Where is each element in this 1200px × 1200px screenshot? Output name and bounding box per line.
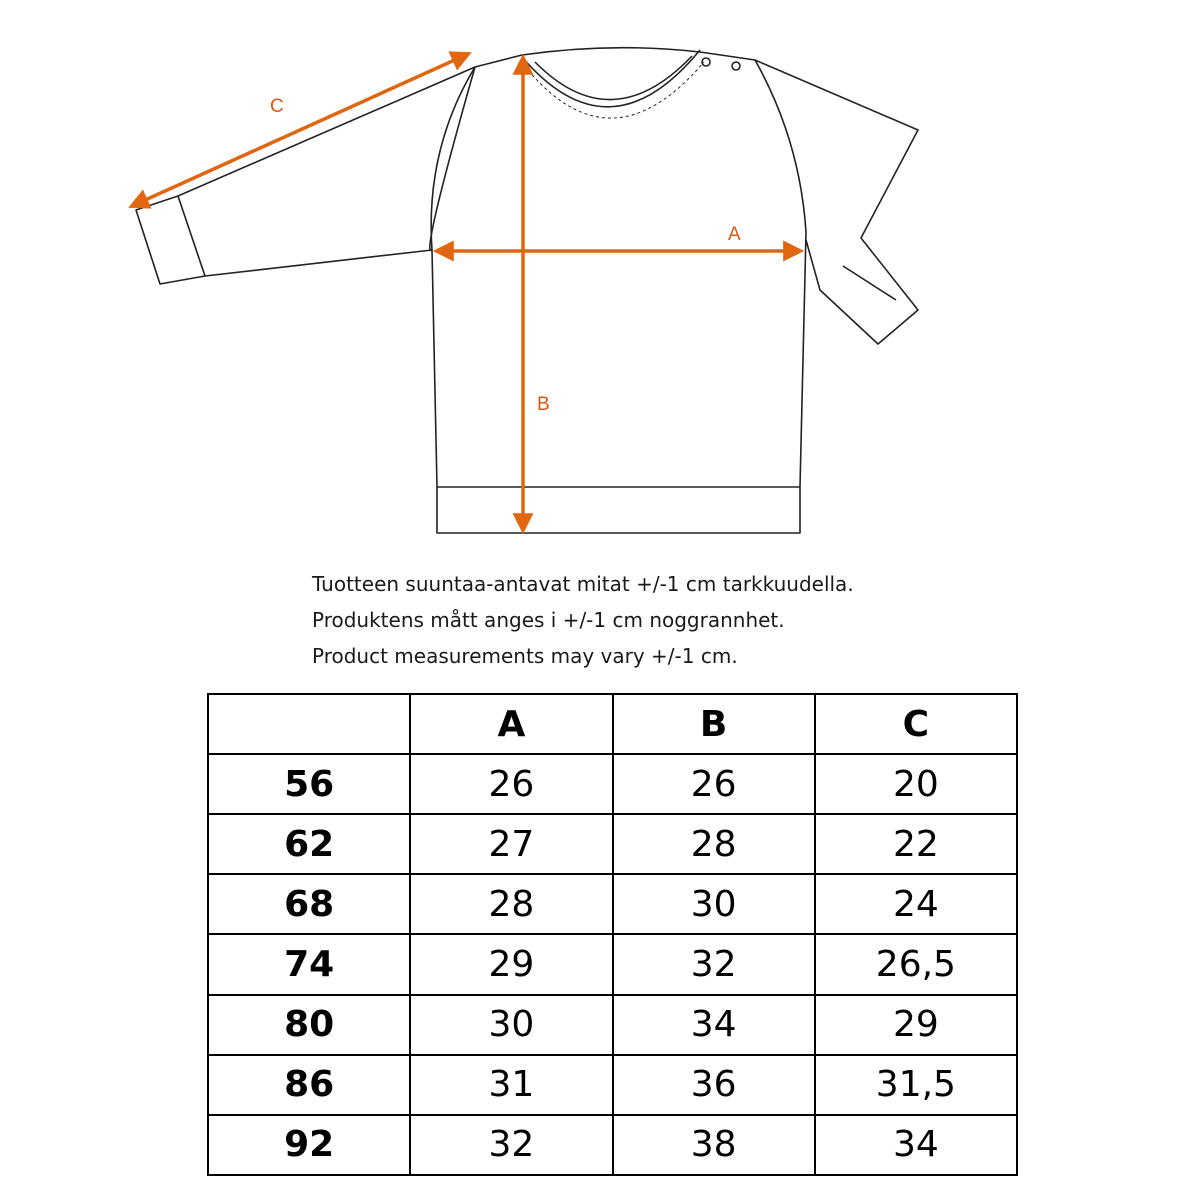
table-row	[208, 1115, 1017, 1175]
value-c-cell: 34	[815, 1115, 1017, 1175]
value-b-cell: 36	[613, 1055, 815, 1115]
table-header-row	[208, 694, 1017, 754]
value-c-cell: 20	[815, 754, 1017, 814]
value-a-cell: 29	[410, 934, 612, 994]
value-a-cell: 31	[410, 1055, 612, 1115]
header-a: A	[410, 694, 612, 754]
size-cell: 74	[208, 934, 410, 994]
dimension-c-label: C	[270, 96, 284, 117]
left-sleeve	[136, 67, 475, 284]
size-cell: 62	[208, 814, 410, 874]
size-cell: 56	[208, 754, 410, 814]
left-cuff-line	[178, 196, 205, 276]
size-cell: 80	[208, 995, 410, 1055]
table-row	[208, 934, 1017, 994]
value-a-cell: 28	[410, 874, 612, 934]
value-c-cell: 24	[815, 874, 1017, 934]
dimension-arrows	[132, 54, 800, 530]
shoulder-button-icon	[702, 58, 710, 66]
sweater-body	[431, 48, 806, 533]
table-row	[208, 874, 1017, 934]
value-c-cell: 22	[815, 814, 1017, 874]
sweater-outline	[136, 48, 918, 533]
neckline-outer	[522, 50, 700, 107]
sweater-diagram	[0, 0, 1200, 560]
size-cell: 92	[208, 1115, 410, 1175]
value-a-cell: 30	[410, 995, 612, 1055]
note-swedish: Produktens mått anges i +/-1 cm noggrannhet.	[312, 608, 785, 632]
table-row	[208, 1055, 1017, 1115]
value-b-cell: 28	[613, 814, 815, 874]
dimension-a-label: A	[728, 224, 741, 245]
right-sleeve	[755, 60, 918, 344]
neckline-inner	[535, 56, 692, 100]
size-cell: 68	[208, 874, 410, 934]
size-table	[207, 693, 1018, 1176]
value-b-cell: 38	[613, 1115, 815, 1175]
value-c-cell: 26,5	[815, 934, 1017, 994]
note-english: Product measurements may vary +/-1 cm.	[312, 644, 738, 668]
value-b-cell: 34	[613, 995, 815, 1055]
value-b-cell: 30	[613, 874, 815, 934]
table-row	[208, 754, 1017, 814]
value-a-cell: 32	[410, 1115, 612, 1175]
header-c: C	[815, 694, 1017, 754]
value-a-cell: 27	[410, 814, 612, 874]
value-c-cell: 29	[815, 995, 1017, 1055]
dimension-b-label: B	[537, 394, 550, 415]
value-b-cell: 32	[613, 934, 815, 994]
header-b: B	[613, 694, 815, 754]
header-size	[208, 694, 410, 754]
measurement-notes	[312, 566, 1012, 674]
size-cell: 86	[208, 1055, 410, 1115]
note-finnish: Tuotteen suuntaa-antavat mitat +/-1 cm tarkkuudella.	[312, 572, 854, 596]
value-a-cell: 26	[410, 754, 612, 814]
shoulder-button-icon	[732, 62, 740, 70]
value-b-cell: 26	[613, 754, 815, 814]
dimension-c-arrow	[132, 54, 468, 206]
table-row	[208, 995, 1017, 1055]
table-row	[208, 814, 1017, 874]
value-c-cell: 31,5	[815, 1055, 1017, 1115]
